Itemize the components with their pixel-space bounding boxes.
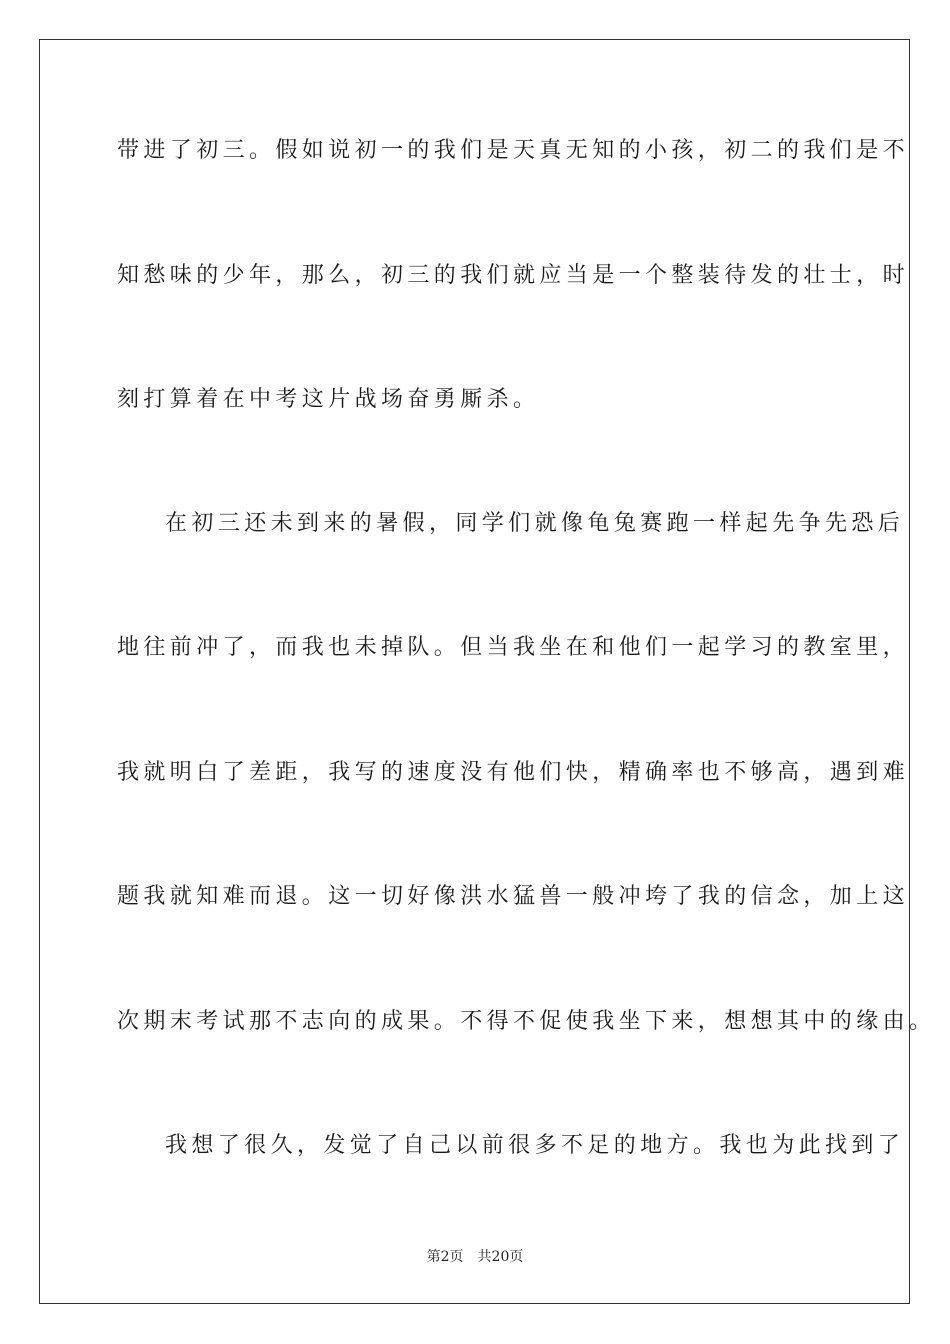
paragraph-start-line: 在初三还未到来的暑假，同学们就像龟兔赛跑一样起先争先恐后 [165, 511, 905, 536]
body-text-line: 刻打算着在中考这片战场奋勇厮杀。 [117, 387, 540, 412]
body-text-line: 带进了初三。假如说初一的我们是天真无知的小孩，初二的我们是不 [117, 138, 910, 163]
paragraph-start-line: 我想了很久，发觉了自己以前很多不足的地方。我也为此找到了 [165, 1133, 905, 1158]
body-text-line: 次期末考试那不志向的成果。不得不促使我坐下来，想想其中的缘由。 [117, 1009, 936, 1034]
body-text-line: 题我就知难而退。这一切好像洪水猛兽一般冲垮了我的信念，加上这 [117, 884, 910, 909]
page-number: 第2页 [426, 1249, 464, 1265]
page-footer [0, 1248, 950, 1266]
body-text-line: 地往前冲了，而我也未掉队。但当我坐在和他们一起学习的教室里， [117, 635, 910, 660]
page-total: 共20页 [477, 1249, 524, 1265]
body-text-line: 我就明白了差距，我写的速度没有他们快，精确率也不够高，遇到难 [117, 760, 910, 785]
page-border [39, 39, 936, 1304]
body-text-line: 知愁味的少年，那么，初三的我们就应当是一个整装待发的壮士，时 [117, 263, 910, 288]
